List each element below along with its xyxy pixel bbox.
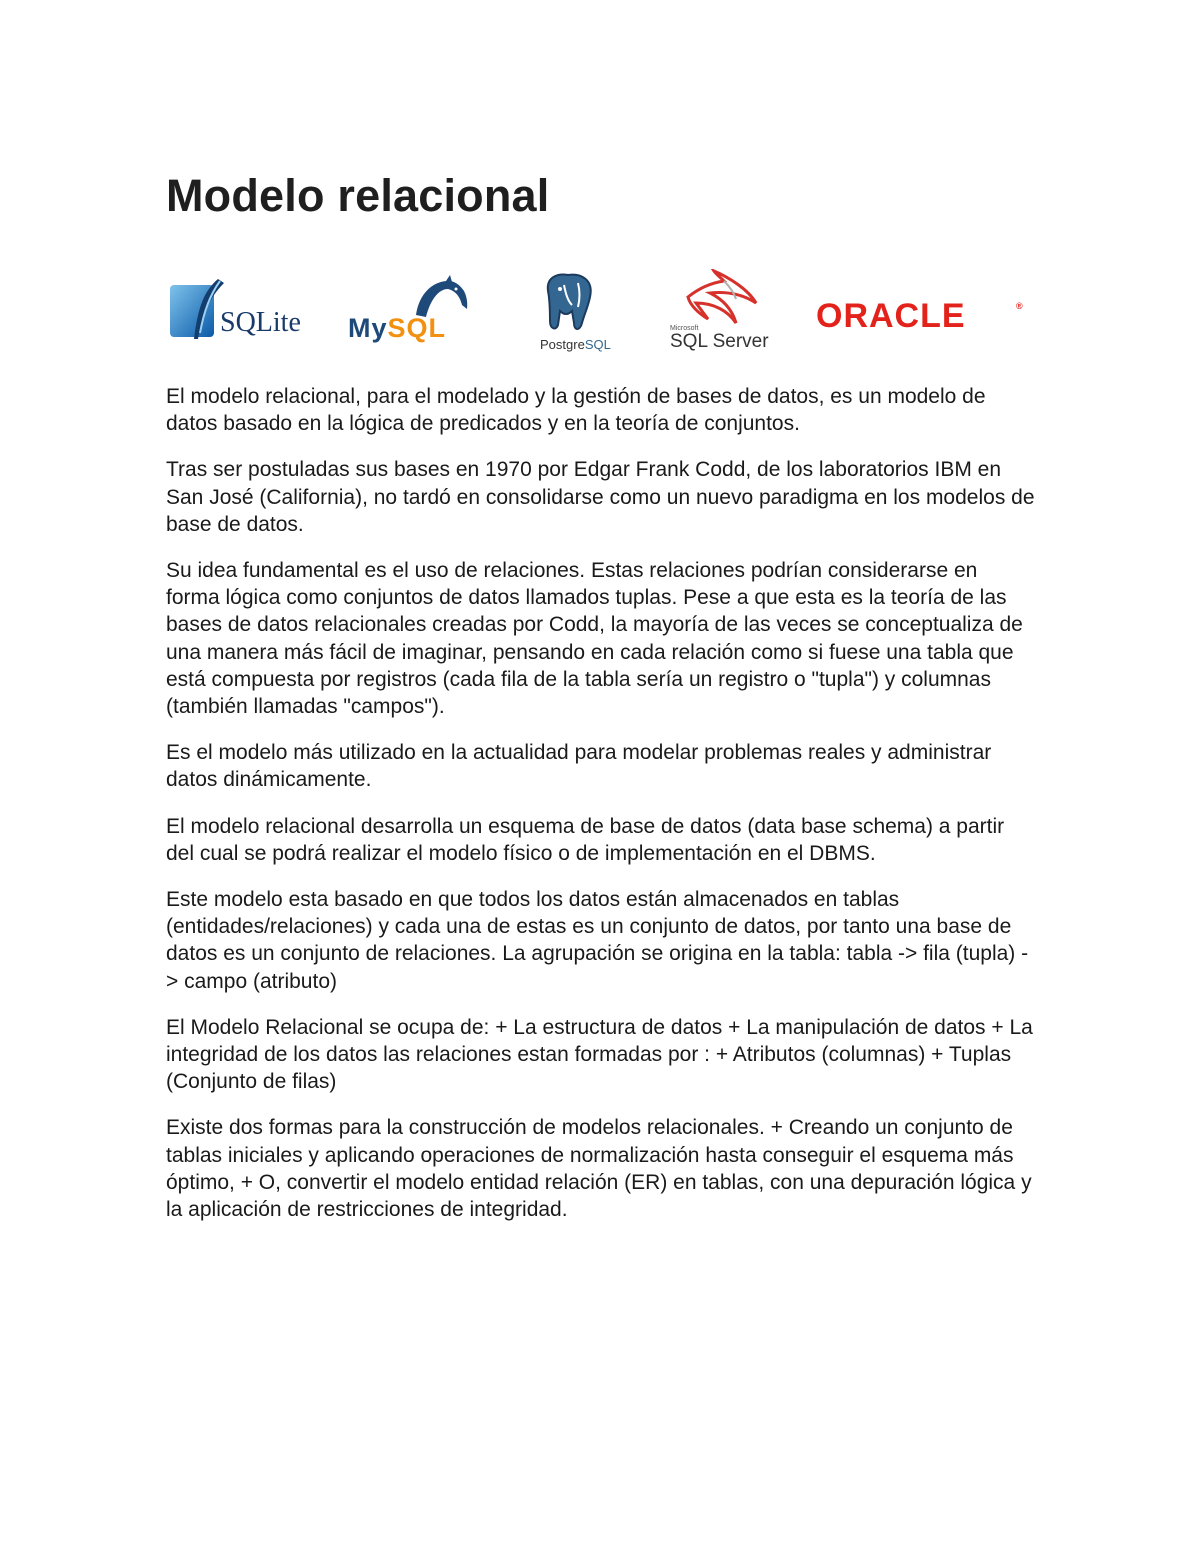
paragraph: Es el modelo más utilizado en la actualidad para modelar problemas reales y administrar datos dinámicamente. bbox=[166, 741, 992, 792]
postgres-name-text: Postgre bbox=[540, 337, 585, 352]
paragraph: Tras ser postuladas sus bases en 1970 por Edgar Frank Codd, de los laboratorios IBM en San José (California), no tardó en consolidarse como un nuevo paradigma en los modelos de base de datos. bbox=[166, 458, 1035, 536]
document-body bbox=[166, 383, 1036, 1242]
postgresql-logo-text bbox=[540, 337, 611, 352]
postgres-sql-text: SQL bbox=[584, 337, 611, 352]
sqlserver-icon bbox=[668, 269, 768, 327]
postgresql-logo bbox=[538, 271, 620, 356]
mysql-my-text: My bbox=[348, 313, 388, 343]
sqlite-logo-text: SQLite bbox=[220, 307, 301, 338]
postgresql-elephant-icon bbox=[538, 271, 600, 335]
mysql-logo bbox=[346, 275, 476, 350]
sqlserver-logo bbox=[668, 269, 778, 354]
paragraph: Este modelo esta basado en que todos los datos están almacenados en tablas (entidades/relaciones) y cada una de estas es un conjunto de datos, por tanto una base de datos es un conjunto de relaciones. La agrupación se origina en la tabla: tabla -> fila (tupla) -> campo (atributo) bbox=[166, 888, 1029, 993]
sqlite-logo bbox=[168, 277, 318, 347]
paragraph: El Modelo Relacional se ocupa de: + La estructura de datos + La manipulación de datos + La integridad de los datos las relaciones estan formadas por : + Atributos (columnas) + Tuplas (Conjunto de filas) bbox=[166, 1015, 1033, 1094]
database-logos-row bbox=[160, 265, 1040, 360]
oracle-logo bbox=[816, 297, 1026, 337]
sqlserver-microsoft-text: Microsoft bbox=[670, 325, 699, 332]
paragraph: Su idea fundamental es el uso de relaciones. Estas relaciones podrían considerarse en forma lógica como conjuntos de datos llamados tuplas. Pese a que esta es la teoría de las bases de datos relacionales creadas por Codd, la mayoría de las veces se conceptualiza de una manera más fácil de imaginar, pensando en cada relación como si fuese una tabla que está compuesta por registros (cada fila de la tabla sería un registro o "tupla") y columnas (también llamadas "campos"). bbox=[166, 559, 1023, 719]
oracle-logo-text: ORACLE bbox=[816, 297, 966, 335]
page-title: Modelo relacional bbox=[166, 170, 550, 221]
mysql-sql-text: SQL bbox=[387, 313, 447, 343]
paragraph: Existe dos formas para la construcción de modelos relacionales. + Creando un conjunto de tablas iniciales y aplicando operaciones de normalización hasta conseguir el esquema más óptimo, + O, convertir el modelo entidad relación (ER) en tablas, con una depuración lógica y la aplicación de restricciones de integridad. bbox=[166, 1116, 1032, 1222]
oracle-registered-mark: ® bbox=[1016, 301, 1024, 311]
sqlserver-logo-text: SQL Server bbox=[670, 331, 769, 352]
sqlite-feather-icon bbox=[168, 277, 228, 343]
paragraph: El modelo relacional, para el modelado y la gestión de bases de datos, es un modelo de datos basado en la lógica de predicados y en la teoría de conjuntos. bbox=[166, 385, 986, 436]
paragraph: El modelo relacional desarrolla un esquema de base de datos (data base schema) a partir del cual se podrá realizar el modelo físico o de implementación en el DBMS. bbox=[166, 814, 1005, 865]
mysql-logo-text bbox=[348, 313, 446, 344]
